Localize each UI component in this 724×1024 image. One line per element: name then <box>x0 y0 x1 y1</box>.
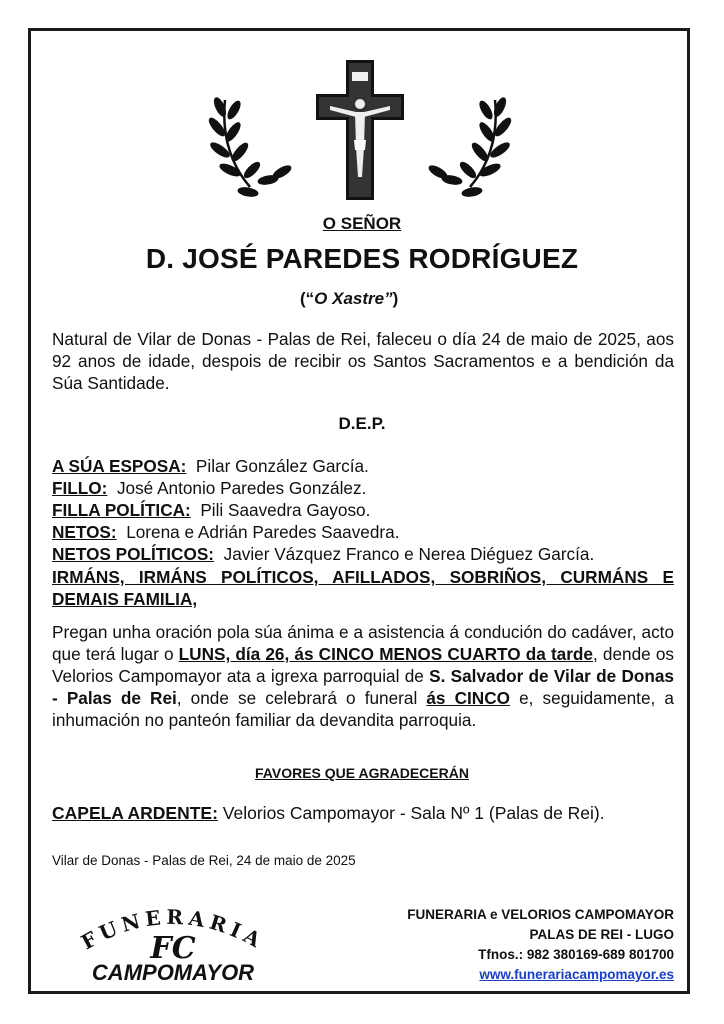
website-link[interactable]: www.funerariacampomayor.es <box>479 967 674 982</box>
family-label: NETOS POLÍTICOS: <box>52 544 215 564</box>
family-row <box>52 543 674 565</box>
prayer-text-2: , dende os Velorios Campomayor ata a igrexa parroquial de <box>52 644 675 686</box>
family-row <box>52 499 674 521</box>
funeraria-logo <box>58 896 288 986</box>
family-value: Pilar González García. <box>195 456 369 476</box>
family-label: A SÚA ESPOSA: <box>52 456 187 476</box>
logo-bottom-text: CAMPOMAYOR <box>91 960 255 985</box>
family-list <box>52 455 674 565</box>
intro-paragraph: Natural de Vilar de Donas - Palas de Rei, faleceu o día 24 de maio de 2025, aos 92 anos de idade, despois de recibir os Santos Sacramentos e a bendición da Súa Santidade. <box>52 329 674 393</box>
crucifix-icon <box>316 60 404 200</box>
title-prefix: O SEÑOR <box>322 214 402 233</box>
prayer-time: ás CINCO <box>426 688 510 708</box>
capela-line <box>52 802 674 824</box>
contact-name: FUNERARIA e VELORIOS CAMPOMAYOR <box>407 907 674 922</box>
nickname <box>300 289 398 309</box>
prayer-text-4: e, seguidamente, a inhumación no panteón familiar da devandita parroquia. <box>52 688 674 730</box>
favores-line: FAVORES QUE AGRADECERÁN <box>255 765 469 781</box>
family-row <box>52 521 674 543</box>
family-label: NETOS: <box>52 522 117 542</box>
family-label: FILLO: <box>52 478 108 498</box>
family-other <box>52 566 674 610</box>
dep-heading: D.E.P. <box>338 414 386 433</box>
family-row <box>52 455 674 477</box>
family-label: FILLA POLÍTICA: <box>52 500 191 520</box>
prayer-paragraph <box>52 621 674 731</box>
emblem <box>190 52 530 212</box>
prayer-date: LUNS, día 26, ás CINCO MENOS CUARTO da tarde <box>178 644 593 664</box>
family-value: Pili Saavedra Gayoso. <box>200 500 371 520</box>
laurel-right-icon <box>427 96 513 197</box>
family-value: Javier Vázquez Franco e Nerea Diéguez García. <box>223 544 595 564</box>
family-row <box>52 477 674 499</box>
laurel-left-icon <box>207 96 293 197</box>
contact-location: PALAS DE REI - LUGO <box>529 927 674 942</box>
nickname-text: O Xastre” <box>314 289 393 308</box>
family-other-text: IRMÁNS, IRMÁNS POLÍTICOS, AFILLADOS, SOBRIÑOS, CURMÁNS E DEMAIS FAMILIA, <box>52 567 674 609</box>
logo-top-text: FUNERARIA <box>77 904 269 955</box>
logo-monogram: FC <box>150 931 196 966</box>
nickname-close: ) <box>392 289 399 308</box>
place-date: Vilar de Donas - Palas de Rei, 24 de maio de 2025 <box>52 853 356 868</box>
prayer-church: S. Salvador de Vilar de Donas - Palas de Rei <box>52 666 674 708</box>
contact-phones: Tfnos.: 982 380169-689 801700 <box>478 947 674 962</box>
deceased-name: D. JOSÉ PAREDES RODRÍGUEZ <box>145 243 579 274</box>
nickname-open: (“ <box>300 289 315 308</box>
capela-value: Velorios Campomayor - Sala Nº 1 (Palas de Rei). <box>217 803 605 823</box>
contact-block <box>407 905 674 985</box>
capela-label: CAPELA ARDENTE: <box>52 803 218 823</box>
family-value: José Antonio Paredes González. <box>116 478 367 498</box>
prayer-text-1: Pregan unha oración pola súa ánima e a asistencia á condución do cadáver, acto que terá lugar o <box>52 622 674 664</box>
family-value: Lorena e Adrián Paredes Saavedra. <box>126 522 400 542</box>
prayer-text-3: , onde se celebrará o funeral <box>176 688 427 708</box>
